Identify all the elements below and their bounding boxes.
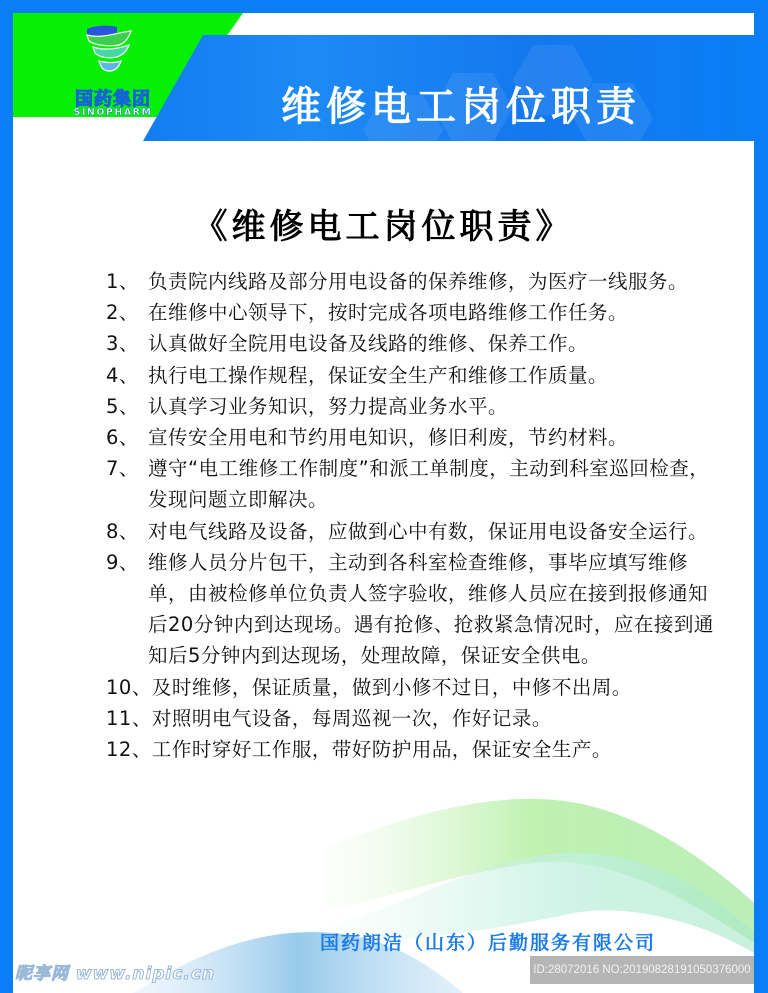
duty-text: 负责院内线路及部分用电设备的保养维修，为医疗一线服务。 — [148, 270, 689, 293]
poster-page — [13, 13, 754, 993]
nipic-watermark: 昵享网 www.nipic.cn — [15, 964, 216, 984]
duty-number: 6、 — [106, 426, 139, 450]
duty-number: 11、 — [106, 706, 152, 730]
duty-text: 对电气线路及设备，应做到心中有数，保证用电设备安全运行。 — [148, 519, 709, 543]
duty-item — [106, 360, 726, 391]
duties-list — [106, 266, 726, 765]
logo-name-cn: 国药集团 — [75, 89, 151, 110]
duty-item — [106, 703, 726, 734]
duty-text: 宣传安全用电和节约用电知识，修旧利废，节约材料。 — [148, 426, 629, 450]
duty-text: 维修人员分片包干，主动到各科室检查维修，事毕应填写维修单，由被检修单位负责人签字验收，维修人员应在接到报修通知后20分钟内到达现场。遇有抢修、抢救紧急情况时，应在接到通知后5分钟内到达现场，处理故障，保证安全供电。 — [148, 550, 714, 668]
duty-text: 及时维修，保证质量，做到小修不过日，中修不出周。 — [151, 675, 632, 699]
banner-title: 维修电工岗位职责 — [281, 84, 641, 130]
duty-item — [106, 391, 726, 422]
duty-text: 工作时穿好工作服，带好防护用品，保证安全生产。 — [151, 738, 612, 762]
duty-number: 8、 — [106, 519, 139, 543]
duty-number: 7、 — [106, 457, 139, 481]
duty-item — [106, 547, 726, 672]
duty-item — [106, 453, 726, 515]
duty-number: 4、 — [106, 363, 139, 387]
sinopharm-logo — [53, 23, 163, 118]
duty-number: 12、 — [106, 738, 152, 762]
duty-number: 5、 — [106, 394, 139, 418]
duty-item — [106, 266, 726, 297]
duty-text: 在维修中心领导下，按时完成各项电路维修工作任务。 — [148, 301, 629, 325]
company-name: 国药朗洁（山东）后勤服务有限公司 — [320, 932, 657, 954]
duty-item — [106, 297, 726, 328]
duty-number: 1、 — [106, 270, 139, 293]
duty-item — [106, 422, 726, 453]
duty-number: 3、 — [106, 332, 139, 356]
duty-item — [106, 734, 726, 765]
duty-item — [106, 516, 726, 547]
duty-number: 9、 — [106, 550, 139, 574]
duty-text: 对照明电气设备，每周巡视一次，作好记录。 — [151, 706, 552, 730]
duty-number: 2、 — [106, 301, 139, 325]
duty-text: 认真做好全院用电设备及线路的维修、保养工作。 — [148, 332, 589, 356]
image-id-watermark: ID:28072016 NO:20190828191050376000 — [530, 956, 754, 984]
duty-text: 执行电工操作规程，保证安全生产和维修工作质量。 — [148, 363, 609, 387]
sinopharm-logo-icon — [83, 23, 143, 79]
duty-item — [106, 672, 726, 703]
logo-name-en: SINOPHARM — [73, 107, 153, 118]
document-title: 《维修电工岗位职责》 — [193, 207, 574, 247]
duty-text: 认真学习业务知识，努力提高业务水平。 — [148, 394, 509, 418]
duty-text: 遵守“电工维修工作制度”和派工单制度，主动到科室巡回检查，发现问题立即解决。 — [148, 457, 710, 512]
duty-item — [106, 328, 726, 359]
duty-number: 10、 — [106, 675, 152, 699]
